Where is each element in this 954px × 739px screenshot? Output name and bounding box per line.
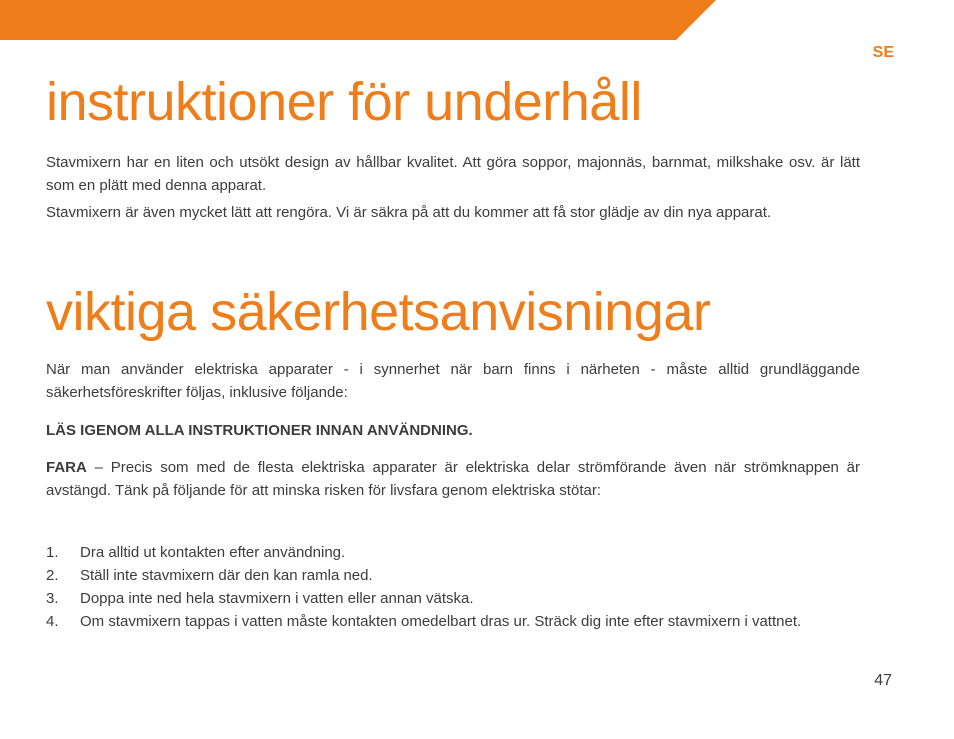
page-number: 47 xyxy=(874,672,892,689)
list-item xyxy=(46,541,860,564)
danger-label: FARA xyxy=(46,459,87,476)
step-number: 3. xyxy=(46,590,59,607)
header-accent-band xyxy=(0,0,716,40)
intro-paragraph: Stavmixern är även mycket lätt att rengöra. Vi är säkra på att du kommer att få stor glädje av din nya apparat. xyxy=(46,204,772,221)
safety-heading: viktiga säkerhetsanvisningar xyxy=(46,282,711,342)
step-text: Doppa inte ned hela stavmixern i vatten eller annan vätska. xyxy=(80,590,474,607)
maintenance-heading: instruktioner för underhåll xyxy=(46,72,642,132)
step-number: 1. xyxy=(46,544,59,561)
danger-text: – Precis som med de flesta elektriska apparater är elektriska delar strömförande även när strömknappen är avstängd. Tänk på följande för att minska risken för livsfara genom elektriska stötar: xyxy=(46,459,860,499)
list-item xyxy=(46,610,860,633)
danger-paragraph xyxy=(46,456,860,502)
step-number: 4. xyxy=(46,613,59,630)
step-number: 2. xyxy=(46,567,59,584)
intro-paragraph: Stavmixern har en liten och utsökt design av hållbar kvalitet. Att göra soppor, majonnäs, barnmat, milkshake osv. är lätt som en plätt med denna apparat. xyxy=(46,154,860,194)
list-item xyxy=(46,564,860,587)
read-all-notice: LÄS IGENOM ALLA INSTRUKTIONER INNAN ANVÄNDNING. xyxy=(46,422,473,439)
list-item xyxy=(46,587,860,610)
step-text: Om stavmixern tappas i vatten måste kontakten omedelbart dras ur. Sträck dig inte efter stavmixern i vattnet. xyxy=(80,613,802,630)
step-text: Ställ inte stavmixern där den kan ramla ned. xyxy=(80,567,373,584)
safety-steps-list xyxy=(46,541,860,633)
step-text: Dra alltid ut kontakten efter användning. xyxy=(80,544,346,561)
language-tag: SE xyxy=(872,44,894,61)
safety-intro-paragraph: När man använder elektriska apparater - i synnerhet när barn finns i närheten - måste alltid grundläggande säkerhetsföreskrifter följas, inklusive följande: xyxy=(46,361,860,401)
